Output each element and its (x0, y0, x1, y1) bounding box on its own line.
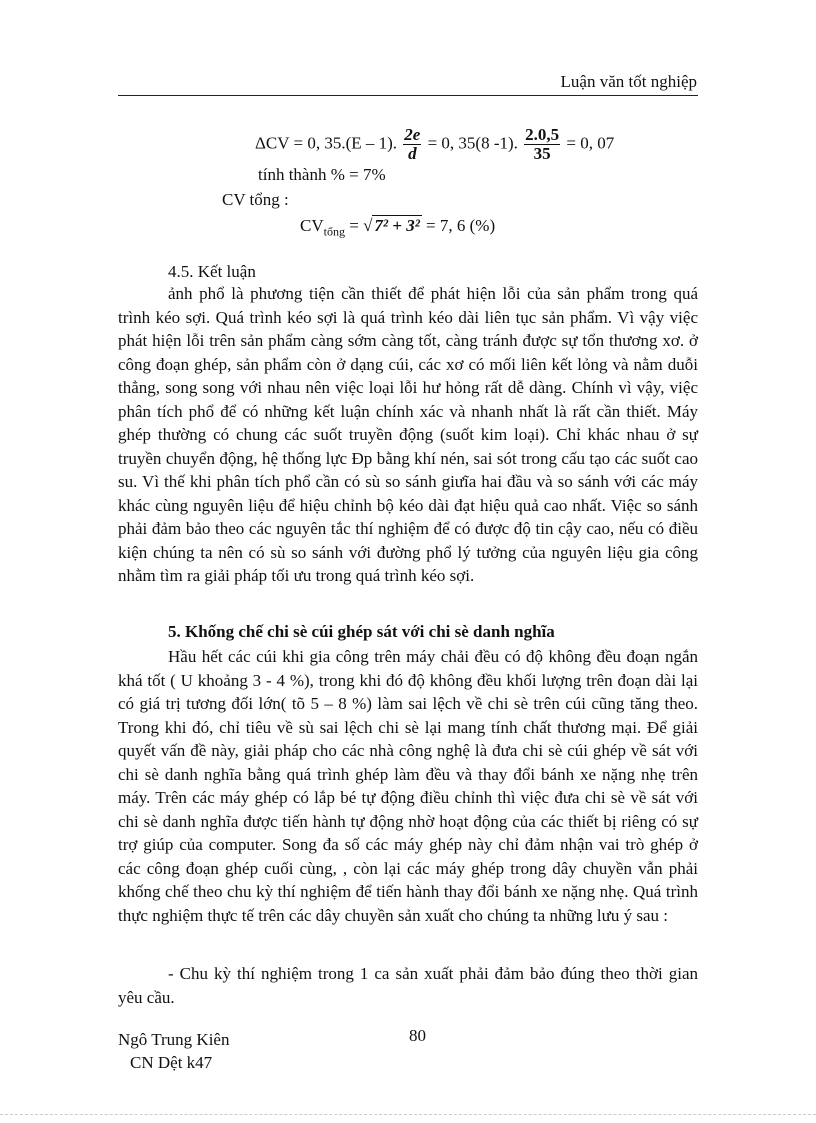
cv-total-result: = 7, 6 (%) (426, 216, 496, 235)
sqrt-argument: 7² + 3² (374, 216, 420, 235)
cv-total-lhs: CV (300, 216, 324, 235)
fraction-2e-over-d: $\frac{2e}{d}$ (404, 125, 421, 163)
header-title: Luận văn tốt nghiệp (560, 72, 697, 91)
cv-total-label: CV tổng : (222, 190, 289, 209)
page-number: 80 (409, 1026, 426, 1045)
cv-total-eq: = (349, 216, 359, 235)
page-bottom-rule (0, 1114, 816, 1115)
header-rule (118, 95, 698, 96)
delta-cv-lhs: ΔCV = 0, 35.(E – 1). (255, 133, 398, 153)
fraction-2-05-over-35: $\frac{2.0,5}{35}$ (525, 125, 560, 163)
section-4-5-body: ảnh phổ là phương tiện cần thiết để phát hiện lỗi của sản phẩm trong quá trình kéo sợi. Quá trình kéo sợi là quá trình kéo dài liên tục sản phẩm. Vì vậy việc phát hiện lỗi trên sản phẩm càng sớm càng tốt, càng tránh được sự tổn thương xơ. ở công đoạn ghép, sản phẩm còn ở dạng cúi, các xơ có mối liên kết lỏng và nằm duỗi thẳng, song song với nhau nên việc loại lỗi hư hỏng rất dễ dàng. Chính vì vậy, việc phân tích phổ để có những kết luận chính xác và nhanh nhất là rất cần thiết. Máy ghép thường có chung các suốt truyền động (suốt kim loại). Chỉ khác nhau ở sự truyền chuyển động, hệ thống lực Đp bằng khí nén, sai sót trong cấu tạo các suốt cao su. Vì thế khi phân tích phổ cần có sù so sánh giưĩa hai đầu và so sánh với các máy khác cùng nguyên liệu để hiệu chỉnh bộ kéo dài đạt hiệu quả cao nhất. Việc so sánh phải đảm bảo theo các nguyên tắc thí nghiệm để có được độ tin cậy cao, nếu có điều kiện chúng ta nên có sù so sánh với đường phổ lý tưởng của nguyên liệu gia công nhằm tìm ra giải pháp tối ưu trong quá trình kéo sợi. (118, 284, 698, 585)
section-5-bullet: - Chu kỳ thí nghiệm trong 1 ca sản xuất phải đảm bảo đúng theo thời gian yêu cầu. (118, 964, 698, 1007)
section-5-body: Hầu hết các cúi khi gia công trên máy chải đều có độ không đều đoạn ngắn khá tốt ( U khoảng 3 - 4 %), trong khi đó độ không đều khối lượng trên đoạn dài lại có giá trị tương đối lớn( tõ 5 – 8 %) làm sai lệch về chi sè trên cúi cũng tăng theo. Trong khi đó, chỉ tiêu về sù sai lệch chi sè lại mang tính chất thương mại. Để giải quyết vấn đề này, giải pháp cho các nhà công nghệ là đưa chi sè cúi ghép về sát với chi sè danh nghĩa bằng quá trình ghép làm đều và thay đổi bánh xe nặng nhẹ trên máy. Trên các máy ghép có lắp bé tự động điều chỉnh thì việc đưa chi sè về sát với chi sè danh nghĩa được tiến hành tự động nhờ hoạt động của các thiết bị riêng có sự trợ giúp của computer. Song đa số các máy ghép này chỉ đảm nhận vai trò ghép ở các công đoạn ghép cuối cùng, , còn lại các máy ghép trong dây chuyền vẫn phải khống chế theo chu kỳ thí nghiệm để tiến hành thay đổi bánh xe nặng nhẹ. Quá trình thực nghiệm thực tế trên các dây chuyền sản xuất cho chúng ta những lưu ý sau : (118, 647, 698, 925)
footer-class: CN Dệt k47 (130, 1053, 213, 1072)
cv-total-subscript: tổng (323, 224, 345, 239)
section-4-5-heading: 4.5. Kết luận (168, 262, 256, 281)
footer-author: Ngô Trung Kiên (118, 1030, 230, 1049)
delta-cv-mid: = 0, 35(8 -1). (427, 133, 518, 153)
delta-cv-formula (255, 126, 614, 163)
section-5-heading: 5. Khống chế chi sè cúi ghép sát với chi sè danh nghĩa (168, 622, 555, 641)
percent-line: tính thành % = 7% (258, 165, 386, 184)
sqrt-icon: √ (363, 216, 373, 235)
cv-total-formula (300, 216, 495, 239)
delta-cv-result: = 0, 07 (566, 133, 615, 153)
